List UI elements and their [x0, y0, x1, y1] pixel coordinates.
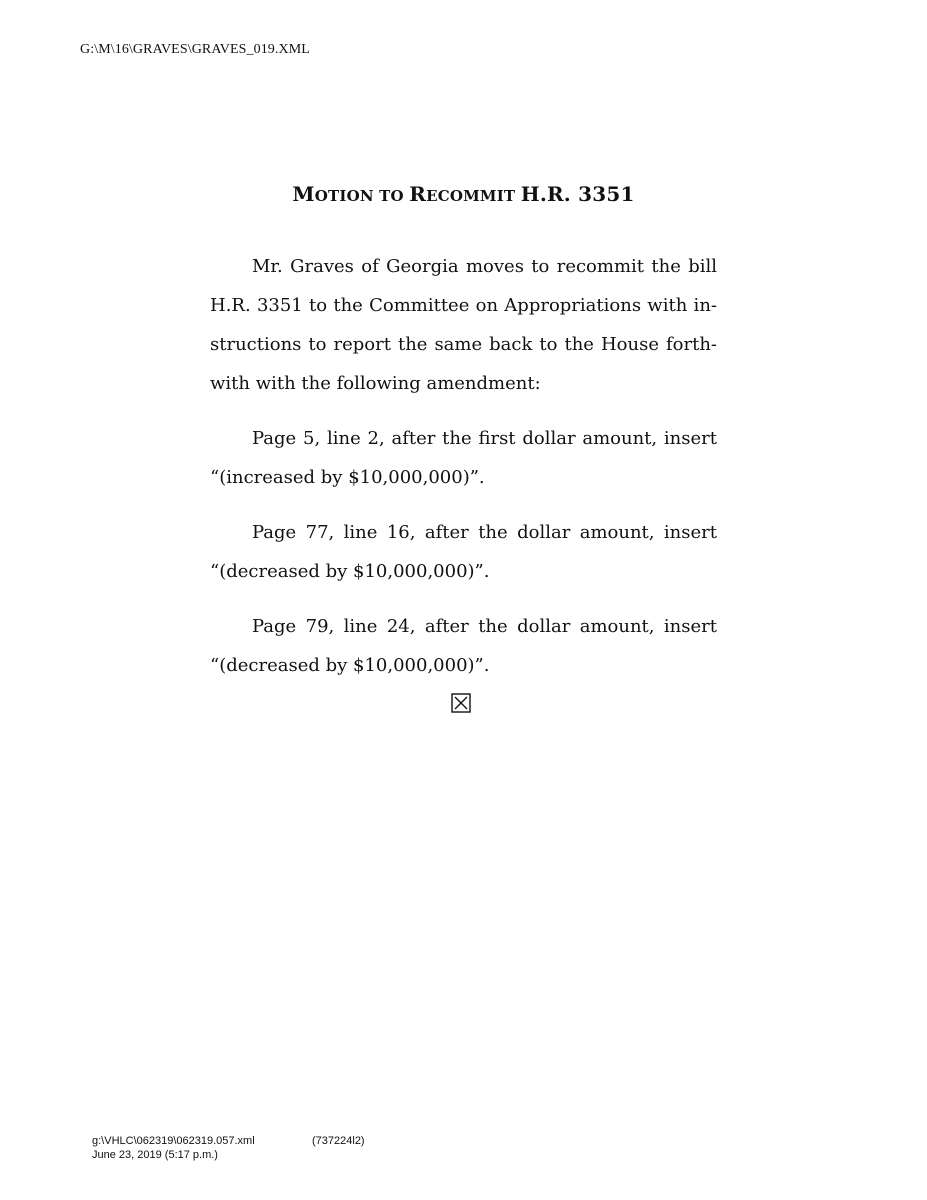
- text-line: H.R. 3351 to the Committee on Appropriations with in-: [210, 295, 717, 316]
- text-line: “(decreased by $10,000,000)”.: [210, 561, 490, 582]
- text-line: Mr. Graves of Georgia moves to recommit the bill: [252, 256, 717, 277]
- footer-file-row: [92, 1134, 365, 1148]
- text-line: Page 77, line 16, after the dollar amount, insert: [252, 522, 717, 543]
- title-bill-number: H.R. 3351: [520, 182, 635, 206]
- text-line: “(increased by $10,000,000)”.: [210, 467, 485, 488]
- title-small-caps-2: ECOMMIT: [426, 187, 521, 205]
- title-small-caps-1: OTION TO: [314, 187, 410, 205]
- boxed-x-icon: [451, 693, 471, 713]
- file-path-header: G:\M\16\GRAVES\GRAVES_019.XML: [80, 42, 310, 57]
- document-footer: [92, 1134, 365, 1162]
- text-line: Page 79, line 24, after the dollar amount, insert: [252, 616, 717, 637]
- amendment-paragraph-1: [210, 419, 717, 497]
- footer-file-path: g:\VHLC\062319\062319.057.xml: [92, 1135, 255, 1147]
- footer-date: June 23, 2019 (5:17 p.m.): [92, 1149, 218, 1161]
- text-line: structions to report the same back to the House forth-: [210, 334, 717, 355]
- amendment-paragraph-3: [210, 607, 717, 685]
- title-letter-m: M: [292, 182, 315, 206]
- text-line: with with the following amendment:: [210, 373, 541, 394]
- text-line: Page 5, line 2, after the first dollar amount, insert: [252, 428, 717, 449]
- text-line: “(decreased by $10,000,000)”.: [210, 655, 490, 676]
- motion-paragraph: [210, 247, 717, 403]
- title-letter-r: R: [409, 182, 427, 206]
- document-title: [210, 182, 717, 206]
- amendment-paragraph-2: [210, 513, 717, 591]
- footer-code: (737224l2): [312, 1135, 365, 1147]
